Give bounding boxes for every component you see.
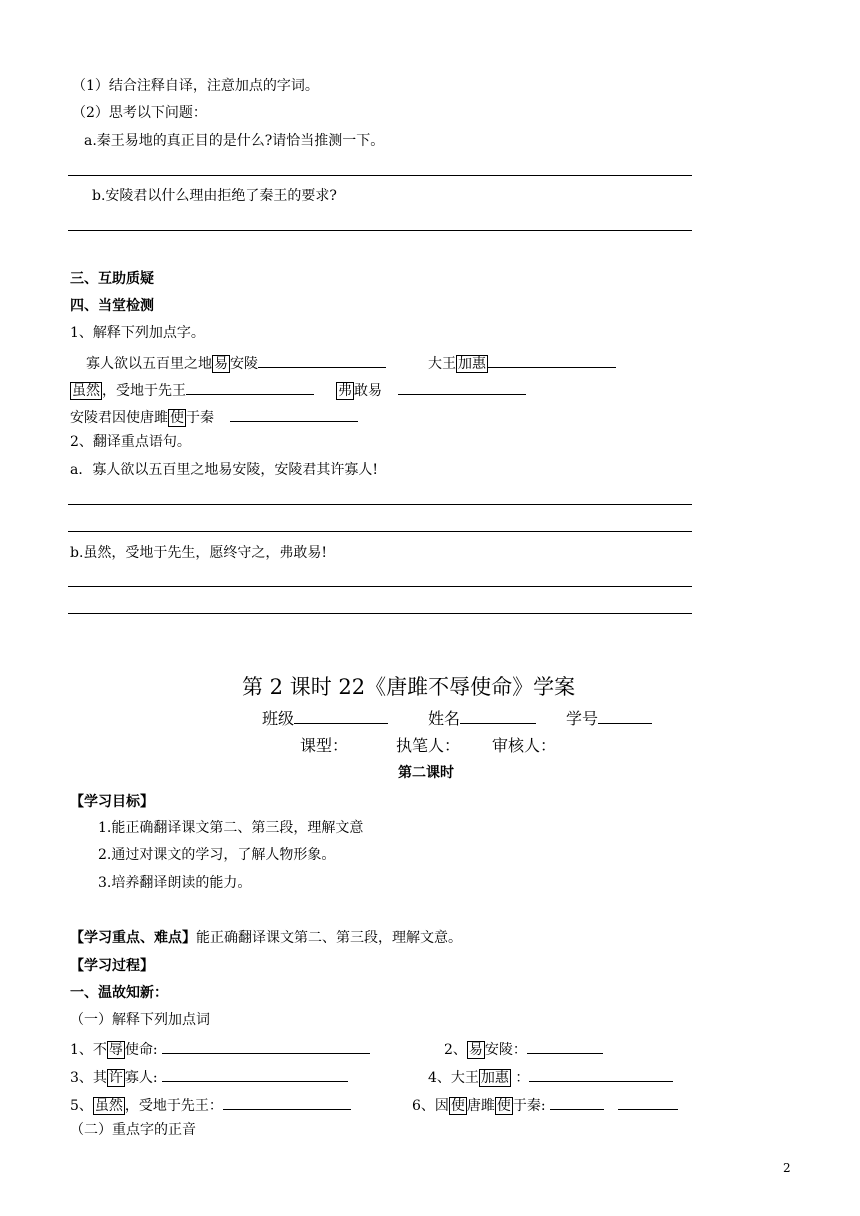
q2-sentence-b: b.虽然，受地于先生，愿终守之，弗敢易!	[70, 545, 328, 561]
review-sub-2: （二）重点字的正音	[70, 1122, 196, 1138]
fill-blank	[618, 1094, 678, 1110]
q2-sentence-a: a．寡人欲以五百里之地易安陵，安陵君其许寡人!	[70, 462, 378, 478]
fill-blank	[529, 1066, 673, 1082]
writer-label: 执笔人：	[396, 736, 461, 755]
dotted-word: 虽然	[94, 1098, 123, 1114]
q1-row1-a: 寡人欲以五百里之地 易 安陵	[86, 352, 386, 373]
question-b: b.安陵君以什么理由拒绝了秦王的要求?	[92, 188, 337, 204]
fill-blank	[294, 708, 388, 724]
section-4-heading: 四、当堂检测	[70, 298, 154, 314]
q1-title: 1、解释下列加点字。	[70, 325, 205, 341]
dotted-word: 弗	[338, 383, 352, 399]
review-sub-1: （一）解释下列加点词	[70, 1012, 210, 1028]
type-label: 课型：	[300, 736, 349, 755]
dotted-word: 易	[214, 356, 228, 372]
fill-blank	[460, 708, 536, 724]
dotted-word: 虽然	[72, 383, 100, 399]
fill-blank	[162, 1066, 348, 1082]
item-6: 6、因 使 唐雎 使 于秦:	[412, 1094, 678, 1115]
dotted-word: 加惠	[480, 1070, 509, 1086]
q1-row2-b: 弗 敢易	[336, 379, 526, 400]
answer-line	[68, 531, 692, 532]
dotted-word: 使	[496, 1098, 511, 1114]
answer-line	[68, 613, 692, 614]
step-2-text: （2）思考以下问题：	[72, 105, 207, 121]
answer-line	[68, 230, 692, 231]
class-field: 班级	[262, 708, 388, 729]
goals-heading: 【学习目标】	[70, 794, 154, 810]
fill-blank	[527, 1038, 603, 1054]
dotted-word: 易	[468, 1042, 483, 1058]
review-heading: 一、温故知新：	[70, 985, 168, 1001]
key-points: 【学习重点、难点】能正确翻译课文第二、第三段，理解文意。	[70, 930, 462, 946]
process-heading: 【学习过程】	[70, 958, 154, 974]
fill-blank	[258, 352, 386, 368]
dotted-word: 许	[108, 1070, 123, 1086]
dotted-word: 加惠	[458, 356, 486, 372]
item-4: 4、大王 加惠 ：	[428, 1066, 673, 1087]
goal-1: 1.能正确翻译课文第二、第三段，理解文意	[98, 820, 364, 836]
fill-blank	[398, 379, 526, 395]
name-field: 姓名	[428, 708, 536, 729]
fill-blank	[223, 1094, 351, 1110]
q1-row1-b: 大王 加惠	[428, 352, 616, 373]
question-a: a.秦王易地的真正目的是什么?请恰当推测一下。	[84, 133, 385, 149]
dotted-word: 辱	[108, 1042, 123, 1058]
answer-line	[68, 504, 692, 505]
lesson-subtitle: 第二课时	[398, 765, 454, 781]
fill-blank	[186, 379, 314, 395]
dotted-word: 使	[450, 1098, 465, 1114]
fill-blank	[230, 406, 358, 422]
page-number: 2	[783, 1161, 791, 1175]
q1-row3: 安陵君因使唐雎 使 于秦	[70, 406, 358, 427]
section-3-heading: 三、互助质疑	[70, 271, 154, 287]
reviewer-label: 审核人：	[492, 736, 557, 755]
q2-title: 2、翻译重点语句。	[70, 434, 191, 450]
lesson-title: 第 2 课时 22《唐雎不辱使命》学案	[242, 675, 576, 699]
item-5: 5、 虽然 ，受地于先王：	[70, 1094, 351, 1115]
step-1-text: （1）结合注释自译，注意加点的字词。	[72, 78, 319, 94]
fill-blank	[598, 708, 652, 724]
fill-blank	[488, 352, 616, 368]
student-id-field: 学号	[566, 708, 652, 729]
fill-blank	[162, 1038, 370, 1054]
goal-2: 2.通过对课文的学习，了解人物形象。	[98, 847, 336, 863]
goal-3: 3.培养翻译朗读的能力。	[98, 875, 252, 891]
answer-line	[68, 586, 692, 587]
item-3: 3、其 许 寡人:	[70, 1066, 348, 1087]
q1-row2-a: 虽然 ，受地于先王	[70, 379, 314, 400]
fill-blank	[550, 1094, 604, 1110]
item-2: 2、 易 安陵：	[444, 1038, 603, 1059]
dotted-word: 使	[170, 410, 184, 426]
item-1: 1、不 辱 使命:	[70, 1038, 370, 1059]
answer-line	[68, 175, 692, 176]
